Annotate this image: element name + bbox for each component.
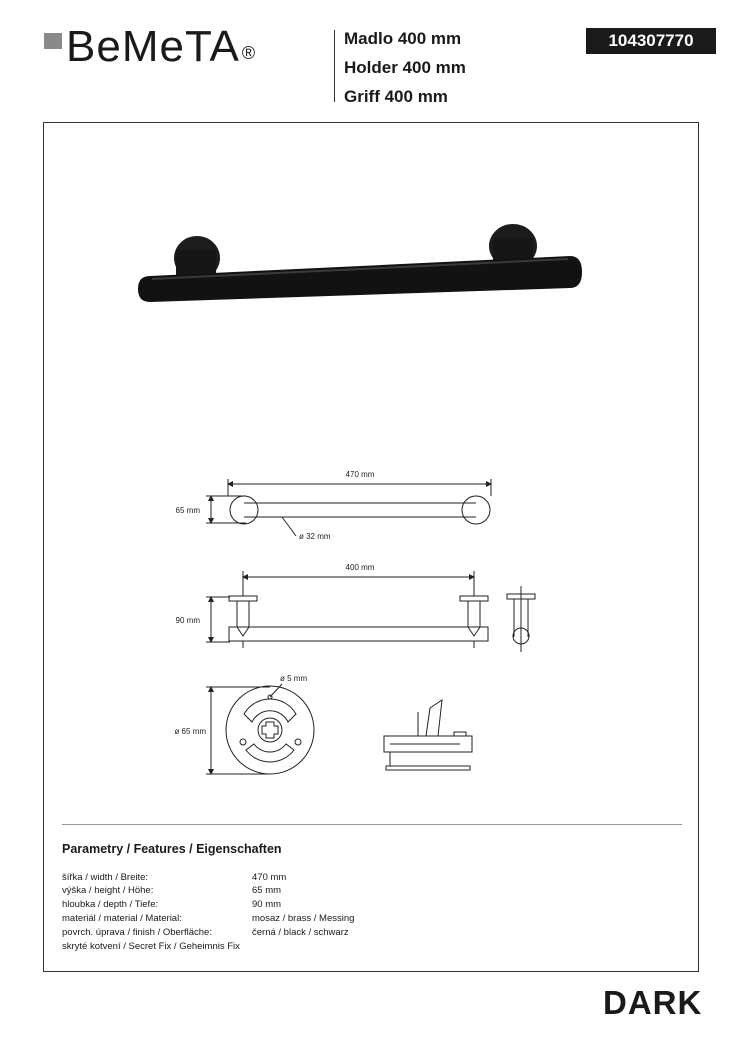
product-photo	[138, 224, 582, 302]
spec-value: mosaz / brass / Messing	[252, 913, 355, 924]
title-cz: Madlo 400 mm	[344, 29, 462, 48]
rosette-view	[206, 684, 314, 774]
spec-label: výška / height / Höhe:	[62, 885, 154, 896]
dim-spacing-label: 400 mm	[345, 563, 375, 572]
dim-width-label: 470 mm	[345, 470, 375, 479]
title-de: Griff 400 mm	[344, 87, 448, 106]
section-view	[384, 700, 472, 770]
dim-rosette-label: ø 65 mm	[174, 727, 206, 736]
spec-value: 90 mm	[252, 899, 282, 910]
spec-value: černá / black / schwarz	[252, 927, 349, 938]
spec-label: hloubka / depth / Tiefe:	[62, 899, 159, 910]
brand-registered-mark: ®	[241, 43, 257, 63]
title-en: Holder 400 mm	[344, 58, 466, 77]
section-divider	[62, 824, 682, 825]
dim-screw-label: ø 5 mm	[280, 674, 308, 683]
spec-label: povrch. úprava / finish / Oberfläche:	[62, 927, 212, 938]
spec-label: skryté kotvení / Secret Fix / Geheimnis Fix	[62, 941, 240, 952]
series-name: DARK	[603, 984, 703, 1021]
dim-depth-label: 90 mm	[175, 616, 200, 625]
spec-value: 65 mm	[252, 885, 282, 896]
dim-height-label: 65 mm	[175, 506, 200, 515]
dim-bar-diameter-label: ø 32 mm	[299, 532, 331, 541]
side-view	[507, 586, 535, 652]
spec-value: 470 mm	[252, 872, 287, 883]
spec-label: materiál / material / Material:	[62, 913, 182, 924]
product-code-badge: 104307770	[586, 28, 716, 54]
front-view	[206, 479, 491, 536]
top-view	[206, 571, 488, 648]
features-heading: Parametry / Features / Eigenschaften	[62, 842, 282, 856]
spec-label: šířka / width / Breite:	[62, 872, 149, 883]
brand-name: BeMeTA	[66, 22, 240, 71]
